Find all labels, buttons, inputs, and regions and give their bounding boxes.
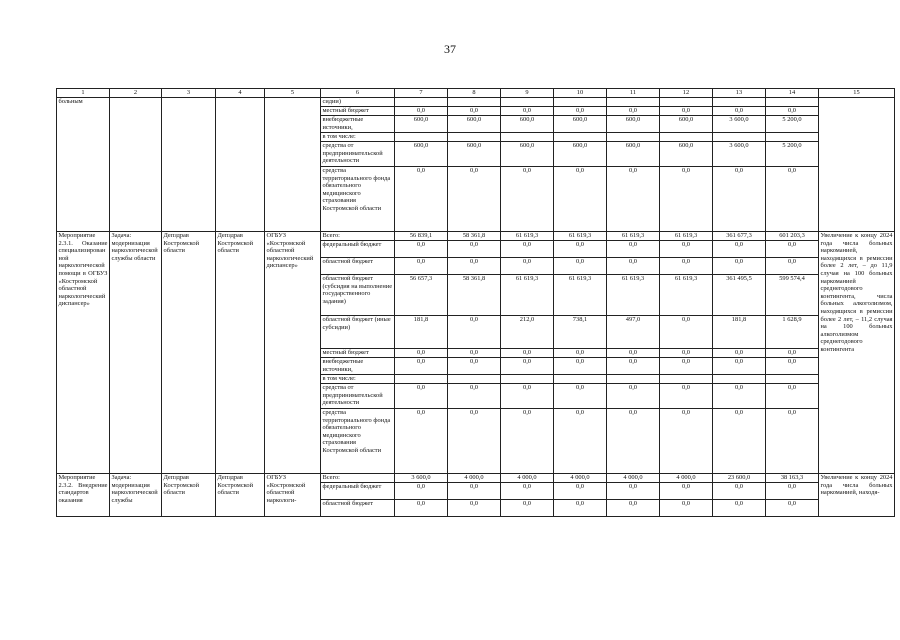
value-cell: 0,0	[448, 409, 501, 474]
task-cell	[110, 98, 162, 232]
table-row	[57, 474, 895, 483]
page-number: 37	[444, 42, 456, 56]
value-cell: 0,0	[713, 107, 766, 116]
value-cell: 600,0	[660, 142, 713, 167]
value-cell: 0,0	[448, 500, 501, 517]
funding-source-cell: в том числе:	[321, 133, 395, 142]
value-cell: 0,0	[607, 349, 660, 358]
value-cell	[607, 133, 660, 142]
value-cell: 0,0	[766, 107, 819, 116]
funding-source-cell: средства территориального фонда обязательного медицинского страхования Костромской области	[321, 167, 395, 232]
value-cell: 0,0	[554, 167, 607, 232]
value-cell: 0,0	[501, 500, 554, 517]
value-cell: 600,0	[607, 142, 660, 167]
value-cell	[395, 375, 448, 384]
value-cell: 0,0	[766, 500, 819, 517]
value-cell: 0,0	[607, 358, 660, 375]
column-number-header: 4	[216, 89, 265, 98]
value-cell: 0,0	[501, 358, 554, 375]
value-cell: 0,0	[713, 409, 766, 474]
value-cell: 0,0	[713, 258, 766, 275]
column-number-header: 7	[395, 89, 448, 98]
value-cell: 5 200,0	[766, 142, 819, 167]
value-cell: 1 628,9	[766, 316, 819, 349]
measure-name-cell: Мероприятие 2.3.1. Оказание специализированной наркологической помощи в ОГБУЗ «Костромской областной наркологический диспансер»	[57, 232, 110, 474]
value-cell: 0,0	[607, 384, 660, 409]
value-cell: 0,0	[766, 483, 819, 500]
value-cell: 599 574,4	[766, 275, 819, 316]
column-number-header: 12	[660, 89, 713, 98]
value-cell: 0,0	[660, 241, 713, 258]
funding-source-cell: сидии)	[321, 98, 395, 107]
value-cell	[554, 375, 607, 384]
value-cell: 0,0	[448, 349, 501, 358]
value-cell: 0,0	[660, 349, 713, 358]
value-cell: 0,0	[713, 384, 766, 409]
expected-result-cell	[819, 98, 895, 232]
value-cell: 0,0	[448, 241, 501, 258]
value-cell	[766, 98, 819, 107]
value-cell: 61 619,3	[501, 275, 554, 316]
value-cell: 181,8	[395, 316, 448, 349]
value-cell: 212,0	[501, 316, 554, 349]
funding-source-cell: федеральный бюджет	[321, 483, 395, 500]
value-cell: 4 000,0	[607, 474, 660, 483]
value-cell: 61 619,3	[607, 232, 660, 241]
column-number-header: 10	[554, 89, 607, 98]
value-cell: 0,0	[554, 483, 607, 500]
measure-name-cell: Мероприятие 2.3.2. Внедрение стандартов оказания	[57, 474, 110, 517]
value-cell	[554, 98, 607, 107]
task-cell: Задача: модернизация наркологической службы области	[110, 232, 162, 474]
value-cell: 600,0	[395, 116, 448, 133]
value-cell: 361 495,5	[713, 275, 766, 316]
value-cell: 0,0	[554, 409, 607, 474]
value-cell: 0,0	[713, 241, 766, 258]
budget-table	[56, 88, 895, 517]
value-cell: 0,0	[395, 409, 448, 474]
value-cell	[607, 98, 660, 107]
value-cell: 0,0	[448, 107, 501, 116]
value-cell: 4 000,0	[660, 474, 713, 483]
value-cell: 361 677,3	[713, 232, 766, 241]
value-cell	[501, 375, 554, 384]
funding-source-cell: Всего:	[321, 232, 395, 241]
funding-source-cell: в том числе:	[321, 375, 395, 384]
column-number-header: 5	[265, 89, 321, 98]
coexecutor-cell	[216, 98, 265, 232]
value-cell: 0,0	[660, 258, 713, 275]
value-cell: 497,0	[607, 316, 660, 349]
expected-result-cell: Увеличение к концу 2024 года числа больных наркоманией, находя-	[819, 474, 895, 517]
value-cell: 600,0	[607, 116, 660, 133]
funding-source-cell: областной бюджет (субсидия на выполнение государственного задания)	[321, 275, 395, 316]
value-cell: 0,0	[395, 358, 448, 375]
value-cell: 0,0	[713, 167, 766, 232]
value-cell: 0,0	[607, 409, 660, 474]
funding-source-cell: областной бюджет	[321, 500, 395, 517]
value-cell: 61 619,3	[607, 275, 660, 316]
value-cell	[607, 375, 660, 384]
value-cell	[448, 133, 501, 142]
expected-result-cell: Увеличение к концу 2024 года числа больных наркоманией, находящихся в ремиссии более 2 лет, – до 11,9 случая на 100 больных наркоманией среднегодового контингента, числа больных алкоголизмом, находящихся в ремиссии более 2 лет, – 11,2 случая на 100 больных алкоголизмом среднегодового контингента	[819, 232, 895, 474]
value-cell: 56 657,3	[395, 275, 448, 316]
value-cell: 0,0	[713, 358, 766, 375]
coexecutor-cell: Депздрав Костромской области	[216, 474, 265, 517]
value-cell: 738,1	[554, 316, 607, 349]
value-cell: 5 200,0	[766, 116, 819, 133]
value-cell: 600,0	[554, 116, 607, 133]
value-cell: 0,0	[501, 241, 554, 258]
value-cell: 0,0	[660, 167, 713, 232]
funding-source-cell: местный бюджет	[321, 107, 395, 116]
value-cell: 0,0	[448, 258, 501, 275]
column-number-header: 3	[162, 89, 216, 98]
participant-cell: ОГБУЗ «Костромской областной наркологи-	[265, 474, 321, 517]
responsible-cell: Депздрав Костромской области	[162, 474, 216, 517]
value-cell: 600,0	[395, 142, 448, 167]
value-cell	[501, 133, 554, 142]
participant-cell	[265, 98, 321, 232]
value-cell: 0,0	[713, 349, 766, 358]
funding-source-cell: средства от предпринимательской деятельности	[321, 384, 395, 409]
value-cell: 0,0	[766, 258, 819, 275]
value-cell: 61 619,3	[554, 232, 607, 241]
value-cell: 0,0	[395, 483, 448, 500]
responsible-cell: Депздрав Костромской области	[162, 232, 216, 474]
column-number-header: 14	[766, 89, 819, 98]
value-cell: 0,0	[607, 258, 660, 275]
value-cell: 0,0	[395, 241, 448, 258]
value-cell: 61 619,3	[501, 232, 554, 241]
value-cell: 181,8	[713, 316, 766, 349]
value-cell: 0,0	[713, 500, 766, 517]
value-cell: 56 839,1	[395, 232, 448, 241]
value-cell: 0,0	[501, 258, 554, 275]
funding-source-cell: средства от предпринимательской деятельности	[321, 142, 395, 167]
value-cell: 3 600,0	[713, 116, 766, 133]
value-cell	[713, 133, 766, 142]
value-cell: 61 619,3	[554, 275, 607, 316]
value-cell: 58 361,8	[448, 232, 501, 241]
value-cell	[660, 375, 713, 384]
value-cell: 0,0	[660, 358, 713, 375]
value-cell: 600,0	[660, 116, 713, 133]
value-cell	[660, 98, 713, 107]
value-cell: 600,0	[448, 142, 501, 167]
column-number-header: 8	[448, 89, 501, 98]
value-cell: 0,0	[554, 500, 607, 517]
value-cell: 3 600,0	[395, 474, 448, 483]
value-cell: 23 600,0	[713, 474, 766, 483]
column-number-header: 15	[819, 89, 895, 98]
value-cell: 0,0	[395, 167, 448, 232]
value-cell: 0,0	[501, 349, 554, 358]
value-cell: 4 000,0	[501, 474, 554, 483]
funding-source-cell: средства территориального фонда обязательного медицинского страхования Костромской области	[321, 409, 395, 474]
column-number-header: 1	[57, 89, 110, 98]
value-cell: 4 000,0	[448, 474, 501, 483]
header-row	[57, 89, 895, 98]
column-number-header: 11	[607, 89, 660, 98]
table-row	[57, 98, 895, 107]
value-cell: 3 600,0	[713, 142, 766, 167]
value-cell: 0,0	[554, 349, 607, 358]
value-cell: 0,0	[660, 409, 713, 474]
value-cell: 0,0	[607, 241, 660, 258]
coexecutor-cell: Депздрав Костромской области	[216, 232, 265, 474]
value-cell: 0,0	[448, 167, 501, 232]
value-cell: 0,0	[660, 483, 713, 500]
value-cell: 0,0	[660, 316, 713, 349]
responsible-cell	[162, 98, 216, 232]
task-cell: Задача: модернизация наркологической службы	[110, 474, 162, 517]
value-cell: 600,0	[501, 142, 554, 167]
value-cell: 0,0	[395, 349, 448, 358]
value-cell: 0,0	[448, 316, 501, 349]
value-cell: 0,0	[554, 358, 607, 375]
value-cell	[501, 98, 554, 107]
funding-source-cell: внебюджетные источники,	[321, 116, 395, 133]
funding-source-cell: местный бюджет	[321, 349, 395, 358]
value-cell: 0,0	[607, 500, 660, 517]
column-number-header: 13	[713, 89, 766, 98]
value-cell: 58 361,8	[448, 275, 501, 316]
value-cell	[395, 133, 448, 142]
value-cell	[766, 375, 819, 384]
value-cell: 0,0	[501, 483, 554, 500]
value-cell: 4 000,0	[554, 474, 607, 483]
value-cell: 0,0	[554, 107, 607, 116]
value-cell: 0,0	[660, 384, 713, 409]
value-cell: 0,0	[660, 500, 713, 517]
value-cell: 0,0	[660, 107, 713, 116]
value-cell: 0,0	[501, 167, 554, 232]
value-cell: 0,0	[607, 483, 660, 500]
value-cell: 0,0	[395, 258, 448, 275]
value-cell: 0,0	[554, 241, 607, 258]
measure-name-cell: больным	[57, 98, 110, 232]
value-cell	[554, 133, 607, 142]
value-cell: 0,0	[395, 107, 448, 116]
value-cell: 0,0	[554, 384, 607, 409]
value-cell: 601 203,3	[766, 232, 819, 241]
value-cell: 0,0	[554, 258, 607, 275]
value-cell: 0,0	[607, 107, 660, 116]
value-cell	[448, 98, 501, 107]
value-cell: 0,0	[766, 384, 819, 409]
value-cell	[766, 133, 819, 142]
funding-source-cell: Всего:	[321, 474, 395, 483]
value-cell: 0,0	[448, 358, 501, 375]
value-cell: 0,0	[448, 384, 501, 409]
funding-source-cell: внебюджетные источники,	[321, 358, 395, 375]
funding-source-cell: областной бюджет	[321, 258, 395, 275]
value-cell	[395, 98, 448, 107]
value-cell: 0,0	[448, 483, 501, 500]
value-cell	[713, 375, 766, 384]
value-cell: 0,0	[395, 500, 448, 517]
value-cell: 0,0	[501, 409, 554, 474]
value-cell: 0,0	[766, 241, 819, 258]
column-number-header: 9	[501, 89, 554, 98]
value-cell: 38 163,3	[766, 474, 819, 483]
funding-source-cell: областной бюджет (иные субсидии)	[321, 316, 395, 349]
value-cell: 0,0	[766, 349, 819, 358]
value-cell	[448, 375, 501, 384]
value-cell: 61 619,3	[660, 232, 713, 241]
value-cell: 600,0	[501, 116, 554, 133]
value-cell: 0,0	[766, 358, 819, 375]
value-cell	[713, 98, 766, 107]
table-row	[57, 232, 895, 241]
value-cell	[660, 133, 713, 142]
value-cell: 600,0	[554, 142, 607, 167]
value-cell: 61 619,3	[660, 275, 713, 316]
value-cell: 600,0	[448, 116, 501, 133]
value-cell: 0,0	[713, 483, 766, 500]
value-cell: 0,0	[766, 167, 819, 232]
participant-cell: ОГБУЗ «Костромской областной наркологический диспансер»	[265, 232, 321, 474]
value-cell: 0,0	[766, 409, 819, 474]
column-number-header: 6	[321, 89, 395, 98]
column-number-header: 2	[110, 89, 162, 98]
value-cell: 0,0	[501, 107, 554, 116]
value-cell: 0,0	[607, 167, 660, 232]
value-cell: 0,0	[501, 384, 554, 409]
value-cell: 0,0	[395, 384, 448, 409]
funding-source-cell: федеральный бюджет	[321, 241, 395, 258]
